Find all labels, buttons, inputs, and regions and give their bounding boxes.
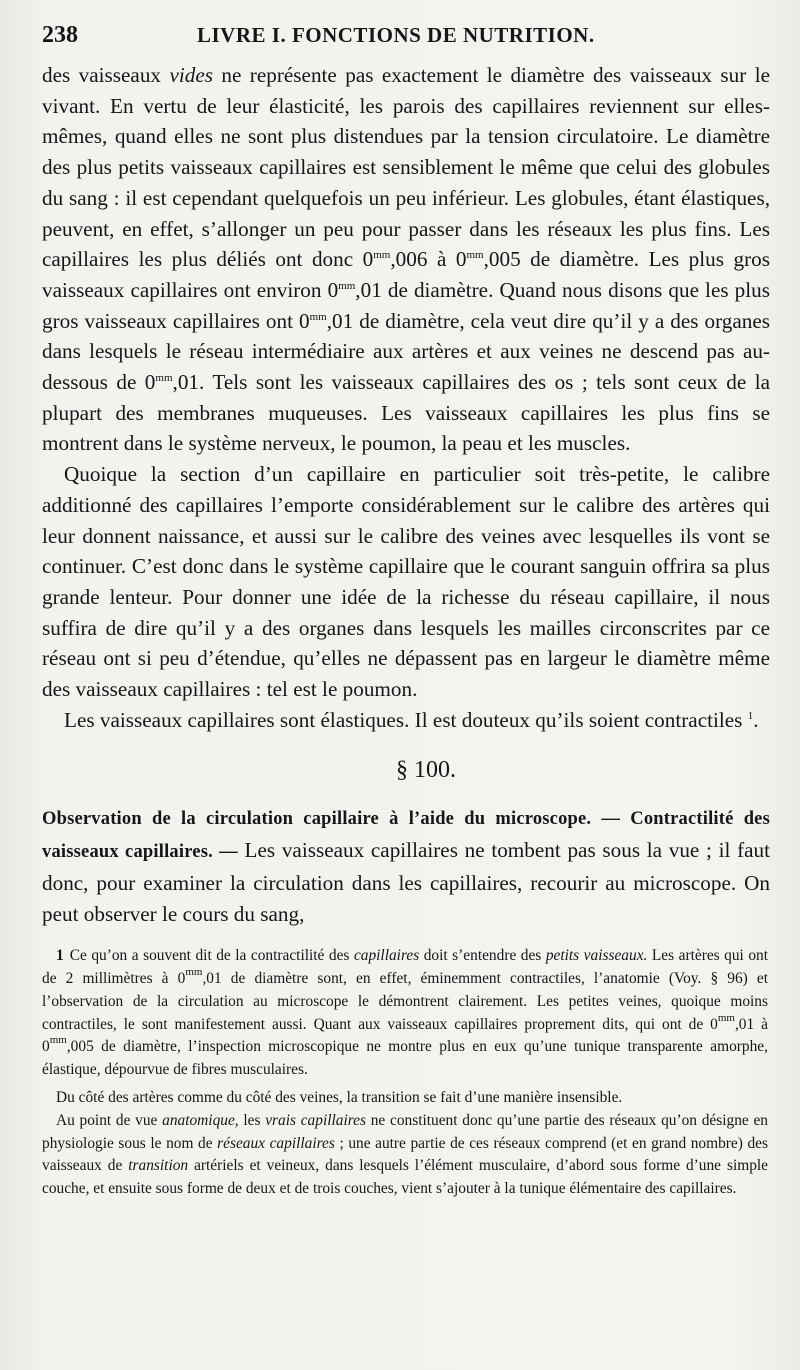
footnote-1	[42, 945, 768, 1082]
text-run: ,01. Tels sont les vaisseaux capillaires des os ; tels sont ceux de la plupart des membranes muqueuses. Les vaisseaux capillaires les plus fins se montrent dans le système nerveux, le poumon, la peau et les muscles.	[42, 370, 770, 456]
page-number: 238	[42, 22, 78, 48]
text-run: des vaisseaux	[42, 63, 170, 87]
footnote-reference[interactable]: 1	[747, 709, 754, 722]
text-run: artériels et veineux, dans lesquels l’élément musculaire, d’abord sous forme d’une simple couche, et ensuite sous forme de deux et de trois couches, vient s’ajouter à la tunique élémentaire des capillaires.	[42, 1157, 768, 1198]
footnote-mark: 1	[56, 947, 64, 965]
italic-run: anatomique,	[162, 1111, 239, 1129]
page-header	[42, 22, 770, 54]
unit-superscript: mm	[466, 249, 484, 262]
running-title: LIVRE I. FONCTIONS DE NUTRITION.	[197, 23, 595, 47]
text-run: Les vaisseaux capillaires sont élastiques. Il est douteux qu’ils soient contractiles	[64, 707, 743, 732]
italic-run: vides	[169, 63, 213, 87]
section-number: § 100.	[396, 757, 456, 784]
paragraph-1	[42, 60, 770, 459]
unit-superscript: mm	[338, 279, 356, 292]
text-run: ne représente pas exactement le diamètre des vaisseaux sur le vivant. En vertu de leur élasticité, les parois des capillaires reviennent sur elles-mêmes, quand elles ne sont plus distendues par la tension circulatoire. Le diamètre des plus petits vaisseaux capillaires est sensiblement le même que celui des globules du sang : il est cependant quelquefois un peu inférieur. Les globules, étant élastiques, peuvent, en effet, s’allonger un peu pour passer dans les réseaux les plus fins. Les capillaires les plus déliés ont donc 0	[42, 63, 770, 272]
italic-run: vrais capillaires	[265, 1111, 366, 1129]
italic-run: petits vaisseaux.	[545, 947, 648, 965]
text-run: ,01 de diamètre sont, en effet, éminemment contractiles, l’anatomie (Voy. § 96) et l’observation de la circulation au microscope le démontrent clairement. Les petites veines, quoique moins contractiles, le sont manifestement aussi. Quant aux vaisseaux capillaires proprement dits, qui ont de 0	[42, 970, 768, 1033]
footnote-1-continued: Du côté des artères comme du côté des veines, la transition se fait d’une manière insensible.	[56, 1089, 623, 1107]
text-run: les	[238, 1111, 266, 1129]
unit-superscript: mm	[49, 1034, 67, 1047]
text-run: ,01 à 0	[42, 1015, 768, 1056]
text-run: ,006 à 0	[390, 247, 467, 272]
footnote-1-conclusion	[42, 1110, 768, 1201]
text-run: Les vaisseaux capillaires ne tombent pas sous la vue ; il faut donc, pour examiner la circulation dans les capillaires, recourir au microscope. On peut observer le cours du sang,	[42, 838, 771, 926]
section-title: Observation de la circulation capillaire à l’aide du microscope. — Contractilité des vaisseaux capillaires. —	[42, 809, 770, 863]
unit-superscript: mm	[373, 249, 391, 262]
unit-superscript: mm	[717, 1011, 735, 1024]
text-run: ne constituent donc qu’une partie des réseaux qu’on désigne en physiologie sous le nom de	[42, 1111, 769, 1152]
text-run: Les artères qui ont de 2 millimètres à 0	[42, 947, 768, 988]
main-text	[42, 60, 770, 735]
italic-run: réseaux capillaires	[217, 1134, 335, 1152]
text-run: Au point de vue	[56, 1111, 163, 1129]
text-run: ,01 de diamètre, cela veut dire qu’il y a des organes dans lesquels le réseau intermédiaire aux artères et aux veines ne descend pas au-dessous de 0	[42, 308, 770, 395]
unit-superscript: mm	[309, 310, 327, 323]
italic-run: capillaires	[353, 947, 420, 965]
text-run: ,01 de diamètre. Quand nous disons que les plus gros vaisseaux capillaires ont 0	[42, 277, 770, 333]
unit-superscript: mm	[155, 372, 173, 385]
paragraph-3	[42, 705, 770, 736]
text-run: Ce qu’on a souvent dit de la contractilité des	[69, 947, 354, 965]
unit-superscript: mm	[185, 966, 203, 979]
section-paragraph	[42, 802, 770, 929]
text-run: .	[753, 707, 759, 732]
text-run: doit s’entendre des	[419, 947, 546, 965]
italic-run: transition	[128, 1157, 189, 1175]
paragraph-2: Quoique la section d’un capillaire en particulier soit très-petite, le calibre additionné des capillaires l’emporte considérablement sur le calibre des artères qui leur donnent naissance, et aussi sur le calibre des veines avec lesquelles ils vont se continuer. C’est donc dans le système capillaire que le courant sanguin offrira sa plus grande lenteur. Pour donner une idée de la richesse du réseau capillaire, il nous suffira de dire qu’il y a des organes dans lesquels les mailles circonscrites par ce réseau ont si peu d’étendue, qu’elles ne dépassent pas en largeur le diamètre même des vaisseaux capillaires : tel est le poumon.	[42, 462, 770, 702]
text-run: ,005 de diamètre, l’inspection microscopique ne montre plus en eux qu’une tunique transparente amorphe, élastique, dépourvue de fibres musculaires.	[42, 1038, 768, 1079]
text-run: ,005 de diamètre. Les plus gros vaisseaux capillaires ont environ 0	[42, 247, 771, 302]
text-run: ; une autre partie de ces réseaux comprend (et en grand nombre) des vaisseaux de	[42, 1134, 768, 1175]
footnotes	[42, 945, 770, 1201]
